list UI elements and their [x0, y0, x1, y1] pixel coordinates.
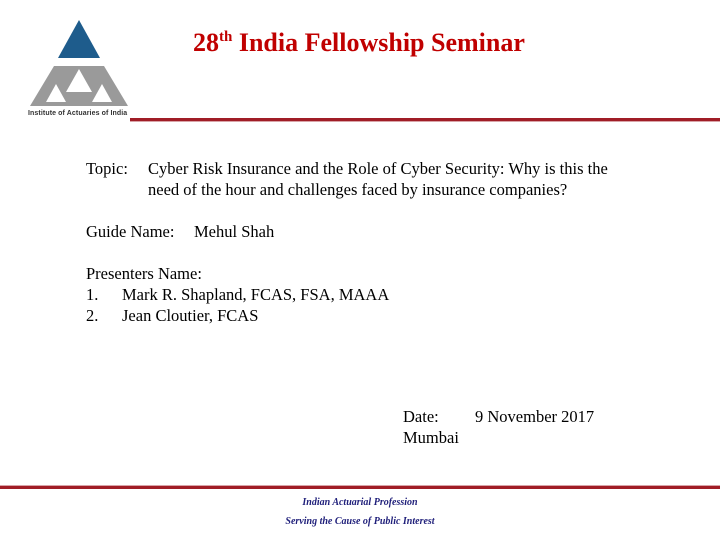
list-number: 2. [86, 306, 99, 325]
topic-row [86, 158, 638, 200]
date-location [403, 406, 594, 448]
presenters-list [86, 284, 638, 326]
footer-line-2: Serving the Cause of Public Interest [285, 516, 435, 527]
city: Mumbai [403, 428, 459, 447]
logo-caption: Institute of Actuaries of India [28, 110, 128, 117]
institute-logo [26, 14, 132, 120]
presenters-section [86, 263, 638, 326]
date-row [403, 406, 594, 427]
list-number: 1. [86, 285, 99, 304]
list-item [86, 305, 638, 326]
date-label: Date: [403, 407, 439, 426]
title-ordinal-suffix: th [219, 29, 233, 45]
presenter-name: Mark R. Shapland, FCAS, FSA, MAAA [122, 285, 390, 304]
page-title [193, 30, 525, 56]
topic-text: Cyber Risk Insurance and the Role of Cyber Security: Why is this the need of the hour and challenges faced by insurance companies? [148, 159, 608, 199]
date-value: 9 November 2017 [475, 407, 595, 426]
footer-divider [0, 485, 720, 489]
title-text: India Fellowship Seminar [238, 28, 525, 57]
title-number: 28 [193, 28, 219, 57]
header-divider [130, 118, 720, 122]
guide-label: Guide Name: [86, 222, 175, 241]
logo-triangle-icon [26, 14, 132, 114]
presenters-label: Presenters Name: [86, 264, 202, 283]
guide-row [86, 221, 638, 242]
guide-name: Mehul Shah [194, 222, 275, 241]
seminar-details [86, 158, 638, 326]
presenter-name: Jean Cloutier, FCAS [122, 306, 259, 325]
topic-label: Topic: [86, 159, 128, 178]
list-item [86, 284, 638, 305]
footer-line-1: Indian Actuarial Profession [302, 497, 418, 508]
